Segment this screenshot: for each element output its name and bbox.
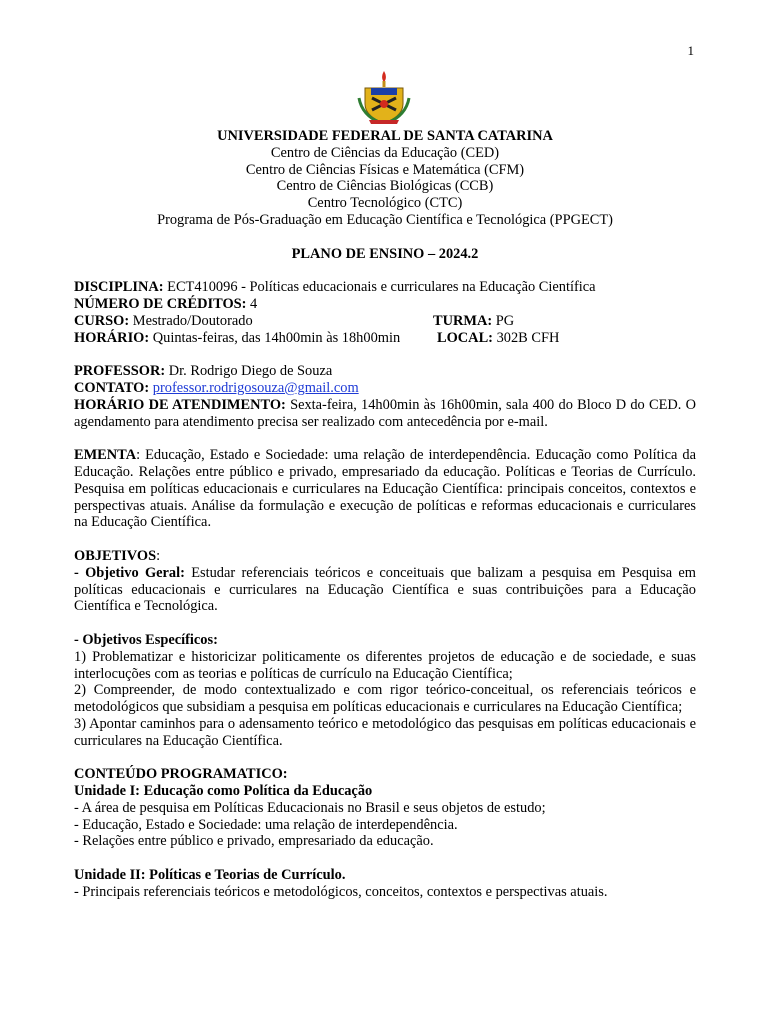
unidade-2-item: - Principais referenciais teóricos e metodológicos, conceitos, contextos e perspectivas atuais.	[74, 883, 608, 900]
unidade-1-item: - A área de pesquisa em Políticas Educacionais no Brasil e seus objetos de estudo;	[74, 799, 546, 816]
page-number: 1	[687, 43, 694, 58]
objetivo-geral-paragraph	[74, 565, 696, 615]
objetivos-heading	[74, 548, 696, 565]
program-name: Programa de Pós-Graduação em Educação Científica e Tecnológica (PPGECT)	[157, 211, 613, 228]
university-name: UNIVERSIDADE FEDERAL DE SANTA CATARINA	[217, 128, 553, 144]
ementa-label: EMENTA	[74, 447, 137, 464]
center-ced: Centro de Ciências da Educação (CED)	[270, 144, 500, 161]
creditos-line	[74, 296, 696, 313]
local-value: 302B CFH	[492, 329, 560, 346]
ementa-paragraph	[74, 447, 696, 531]
professor-line	[74, 363, 696, 380]
ufsc-emblem-logo	[355, 68, 413, 126]
disciplina-line	[74, 279, 696, 296]
turma-label: TURMA:	[433, 312, 493, 329]
center-ctc: Centro Tecnológico (CTC)	[307, 195, 463, 212]
objetivo-especifico-3: 3) Apontar caminhos para o adensamento teórico e metodológico das pesquisas em políticas educacionais e curriculares na Educação Científica.	[74, 715, 696, 749]
atendimento-label: HORÁRIO DE ATENDIMENTO:	[74, 396, 286, 413]
objetivo-geral-text: Estudar referenciais teóricos e conceituais que balizam a pesquisa em Pesquisa em políticas educacionais e curriculares na Educação Científica e suas contribuições para a Educação Científica e Tecnológica.	[74, 564, 696, 615]
curso-value: Mestrado/Doutorado	[129, 312, 253, 329]
unidade-1-title: Unidade I: Educação como Política da Educação	[74, 783, 373, 800]
contato-line	[74, 380, 696, 397]
objetivos-especificos-label: - Objetivos Específicos:	[74, 631, 218, 648]
center-cfm: Centro de Ciências Físicas e Matemática (CFM)	[245, 161, 525, 178]
objetivo-geral-label: - Objetivo Geral:	[74, 564, 185, 581]
contato-label: CONTATO:	[74, 379, 150, 396]
center-ccb: Centro de Ciências Biológicas (CCB)	[276, 178, 494, 195]
horario-label: HORÁRIO:	[74, 329, 150, 346]
disciplina-label: DISCIPLINA:	[74, 279, 164, 296]
atendimento-paragraph	[74, 397, 696, 431]
contact-email-link[interactable]: professor.rodrigosouza@gmail.com	[152, 379, 359, 396]
curso-label: CURSO:	[74, 312, 130, 329]
professor-label: PROFESSOR:	[74, 363, 166, 380]
horario-value: Quintas-feiras, das 14h00min às 18h00min	[149, 329, 401, 346]
unidade-2-title: Unidade II: Políticas e Teorias de Currículo.	[74, 867, 346, 884]
objetivo-especifico-1: 1) Problematizar e historicizar politicamente os diferentes projetos de educação e de sociedade, e suas interlocuções com as teorias e políticas de currículo na Educação Científica;	[74, 648, 696, 682]
disciplina-value: ECT410096 - Políticas educacionais e curriculares na Educação Científica	[163, 279, 596, 296]
ementa-text: : Educação, Estado e Sociedade: uma relação de interdependência. Educação como Política da Educação. Relações entre público e privado, empresariado da educação. Políticas e Teorias de Currículo. Pesquisa em políticas educacionais e curriculares na Educação Científica: principais conceitos, contextos e perspectivas atuais. Análise da formulação e execução de políticas e reformas educacionais e curriculares na Educação Científica.	[74, 447, 696, 531]
unidade-1-item: - Relações entre público e privado, empresariado da educação.	[74, 833, 434, 850]
professor-value: Dr. Rodrigo Diego de Souza	[165, 363, 333, 380]
objetivo-especifico-2: 2) Compreender, de modo contextualizado e com rigor teórico-conceitual, os referenciais teóricos e metodológicos que subsidiam a pesquisa em políticas educacionais e curriculares na Educação Científica;	[74, 682, 696, 716]
horario-local-line	[74, 330, 696, 347]
objetivos-label: OBJETIVOS	[74, 547, 157, 564]
atendimento-value: Sexta-feira, 14h00min às 16h00min, sala 400 do Bloco D do CED. O agendamento para atendimento precisa ser realizado com antecedência por e-mail.	[74, 396, 696, 430]
turma-value: PG	[492, 312, 515, 329]
curso-turma-line	[74, 313, 696, 330]
local-label: LOCAL:	[437, 329, 493, 346]
creditos-value: 4	[246, 295, 258, 312]
plan-title: PLANO DE ENSINO – 2024.2	[291, 245, 479, 262]
conteudo-heading: CONTEÚDO PROGRAMATICO:	[74, 766, 288, 783]
creditos-label: NÚMERO DE CRÉDITOS:	[74, 295, 247, 312]
objetivos-label-suffix: :	[156, 547, 161, 564]
unidade-1-item: - Educação, Estado e Sociedade: uma relação de interdependência.	[74, 816, 458, 833]
document-body	[74, 128, 696, 901]
